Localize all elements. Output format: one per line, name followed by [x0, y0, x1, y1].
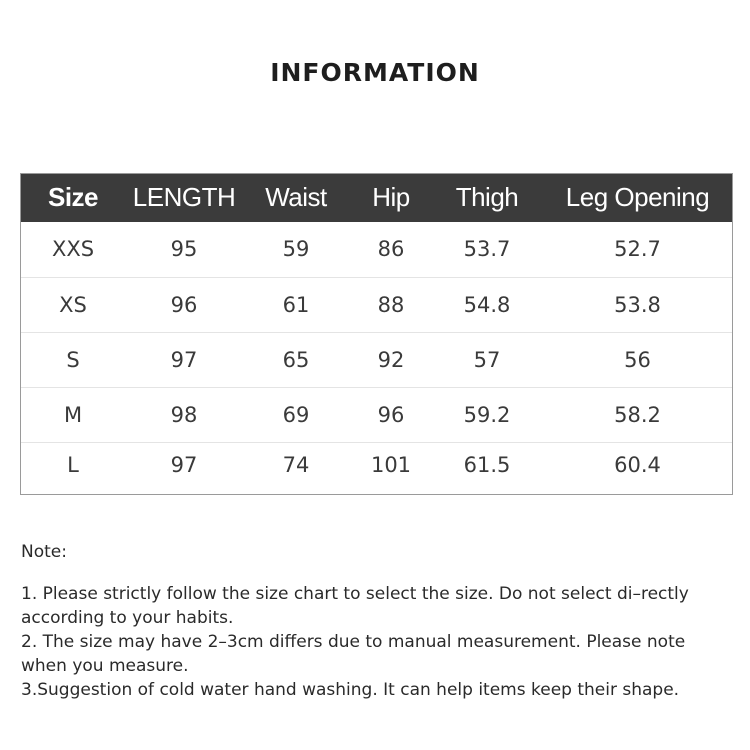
- cell-length: 97: [126, 332, 242, 387]
- header-size: Size: [47, 182, 99, 212]
- header-thigh: Thigh: [455, 182, 519, 212]
- cell-hip: 101: [370, 453, 412, 478]
- cell-size: L: [67, 453, 79, 478]
- size-chart-table: [20, 173, 733, 488]
- cell-leg-opening: 60.4: [614, 453, 661, 478]
- cell-size: XXS: [20, 222, 126, 277]
- notes-heading: Note:: [21, 542, 67, 562]
- cell-hip: 86: [350, 222, 432, 277]
- cell-leg-opening: 56: [542, 332, 733, 387]
- note-item: 2. The size may have 2–3cm differs due to manual measurement. Please note when you measure.: [21, 632, 686, 676]
- cell-size: S: [20, 332, 126, 387]
- cell-size: M: [20, 387, 126, 442]
- cell-waist: 69: [242, 387, 350, 442]
- header-waist: Waist: [265, 182, 327, 212]
- cell-waist: 59: [242, 222, 350, 277]
- cell-waist: 65: [242, 332, 350, 387]
- cell-length: 98: [126, 387, 242, 442]
- header-length: LENGTH: [132, 182, 236, 212]
- cell-hip: 96: [350, 387, 432, 442]
- notes-section: [21, 540, 721, 702]
- header-hip: Hip: [372, 182, 410, 212]
- table-row: [20, 277, 733, 332]
- cell-thigh: 59.2: [432, 387, 542, 442]
- table-row: [20, 222, 733, 277]
- cell-waist: 61: [242, 277, 350, 332]
- cell-leg-opening: 53.8: [542, 277, 733, 332]
- cell-hip: 88: [350, 277, 432, 332]
- cell-leg-opening: 52.7: [542, 222, 733, 277]
- cell-size: XS: [20, 277, 126, 332]
- page-title: INFORMATION: [270, 58, 480, 87]
- cell-length: 95: [126, 222, 242, 277]
- note-item: 1. Please strictly follow the size chart to select the size. Do not select di–rectly according to your habits.: [21, 584, 689, 628]
- cell-leg-opening: 58.2: [542, 387, 733, 442]
- cell-length: 96: [126, 277, 242, 332]
- table-row: [20, 332, 733, 387]
- cell-length: 97: [170, 453, 198, 478]
- header-leg-opening: Leg Opening: [565, 182, 710, 212]
- cell-thigh: 54.8: [432, 277, 542, 332]
- cell-thigh: 53.7: [432, 222, 542, 277]
- table-header-row: [20, 173, 733, 222]
- table-row: [20, 387, 733, 442]
- note-item: 3.Suggestion of cold water hand washing. It can help items keep their shape.: [21, 680, 680, 700]
- cell-waist: 74: [282, 453, 310, 478]
- cell-thigh: 61.5: [463, 453, 511, 478]
- cell-thigh: 57: [432, 332, 542, 387]
- table-row: [20, 442, 733, 488]
- cell-hip: 92: [350, 332, 432, 387]
